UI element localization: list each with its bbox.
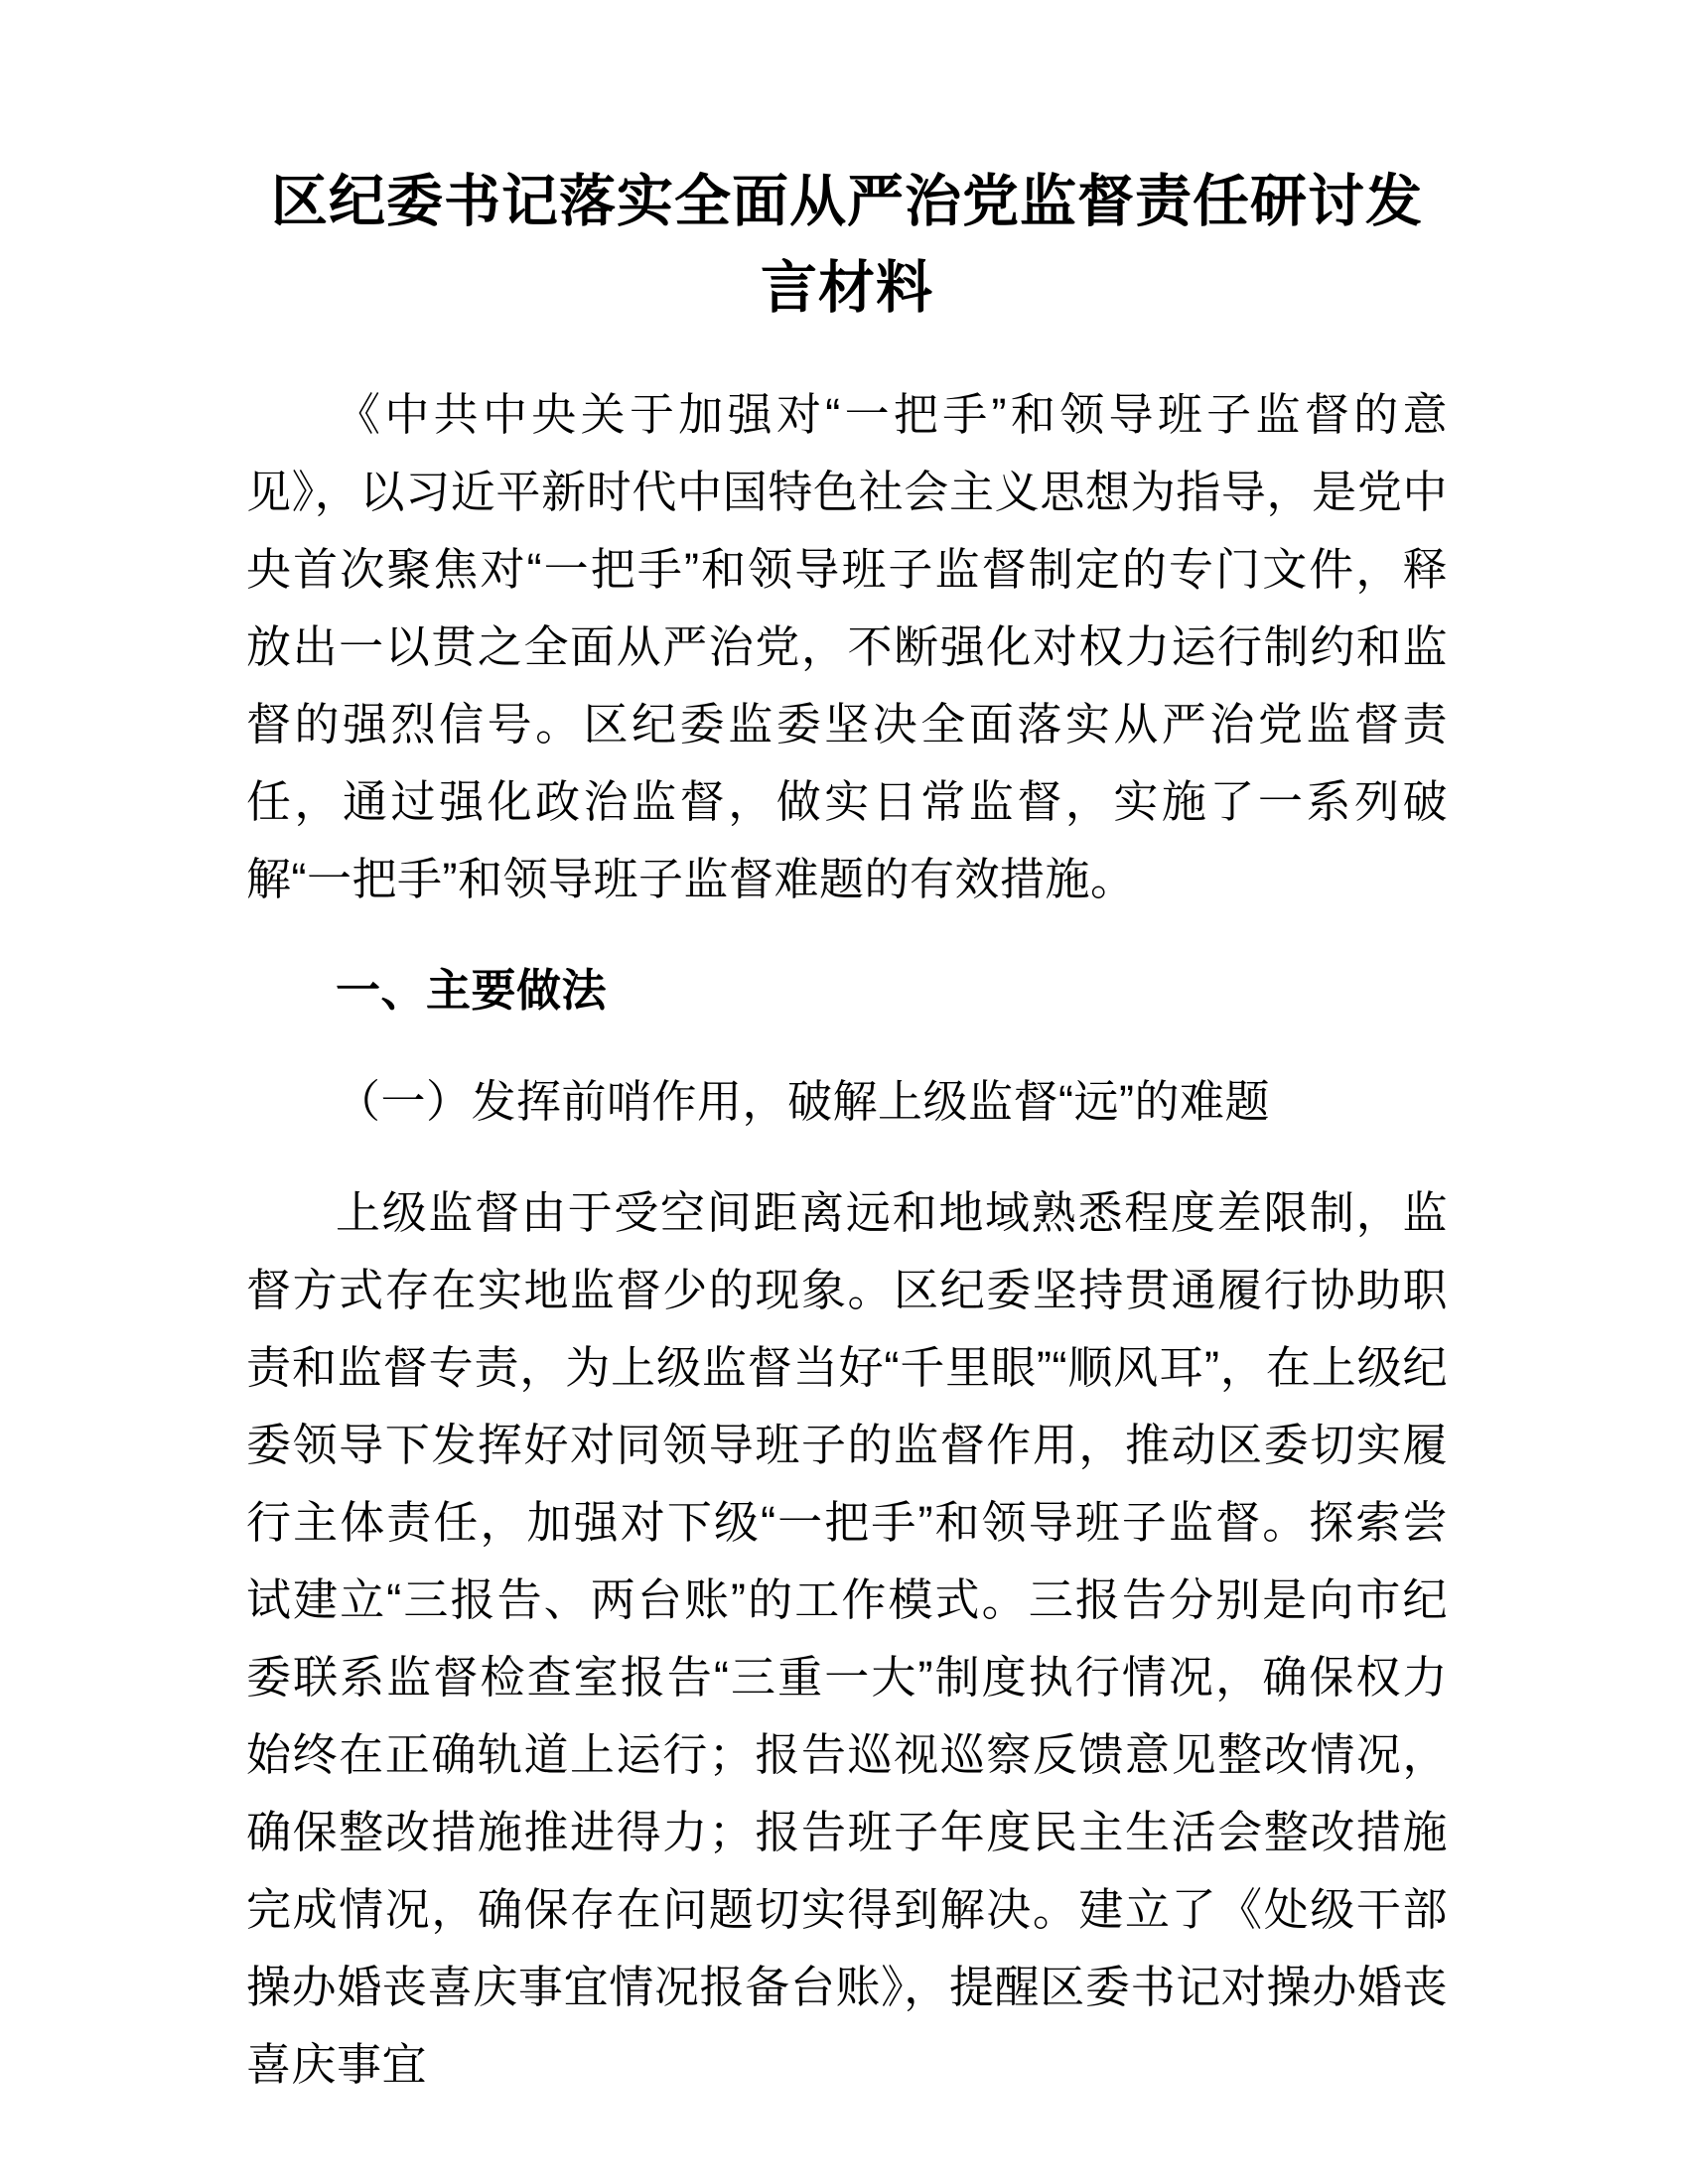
document-title: 区纪委书记落实全面从严治党监督责任研讨发言材料 [271,170,1423,320]
paragraph-intro: 《中共中央关于加强对“一把手”和领导班子监督的意见》，以习近平新时代中国特色社会主义思想为指导，是党中央首次聚焦对“一把手”和领导班子监督制定的专门文件，释放出一以贯之全面从严治党，不断强化对权力运行制约和监督的强烈信号。区纪委监委坚决全面落实从严治党监督责任，通过强化政治监督，做实日常监督，实施了一系列破解“一把手”和领导班子监督难题的有效措施。 [246,389,1448,905]
section-heading-main-practices: 一、主要做法 [336,965,608,1017]
subsection-heading-sentry-role: （一）发挥前哨作用，破解上级监督“远”的难题 [336,1076,1270,1128]
paragraph-body-supervision: 上级监督由于受空间距离远和地域熟悉程度差限制，监督方式存在实地监督少的现象。区纪委坚持贯通履行协助职责和监督专责，为上级监督当好“千里眼”“顺风耳”，在上级纪委领导下发挥好对同领导班子的监督作用，推动区委切实履行主体责任，加强对下级“一把手”和领导班子监督。探索尝试建立“三报告、两台账”的工作模式。三报告分别是向市纪委联系监督检查室报告“三重一大”制度执行情况，确保权力始终在正确轨道上运行；报告巡视巡察反馈意见整改情况，确保整改措施推进得力；报告班子年度民主生活会整改措施完成情况，确保存在问题切实得到解决。建立了《处级干部操办婚丧喜庆事宜情况报备台账》，提醒区委书记对操办婚丧喜庆事宜 [246,1187,1448,2091]
